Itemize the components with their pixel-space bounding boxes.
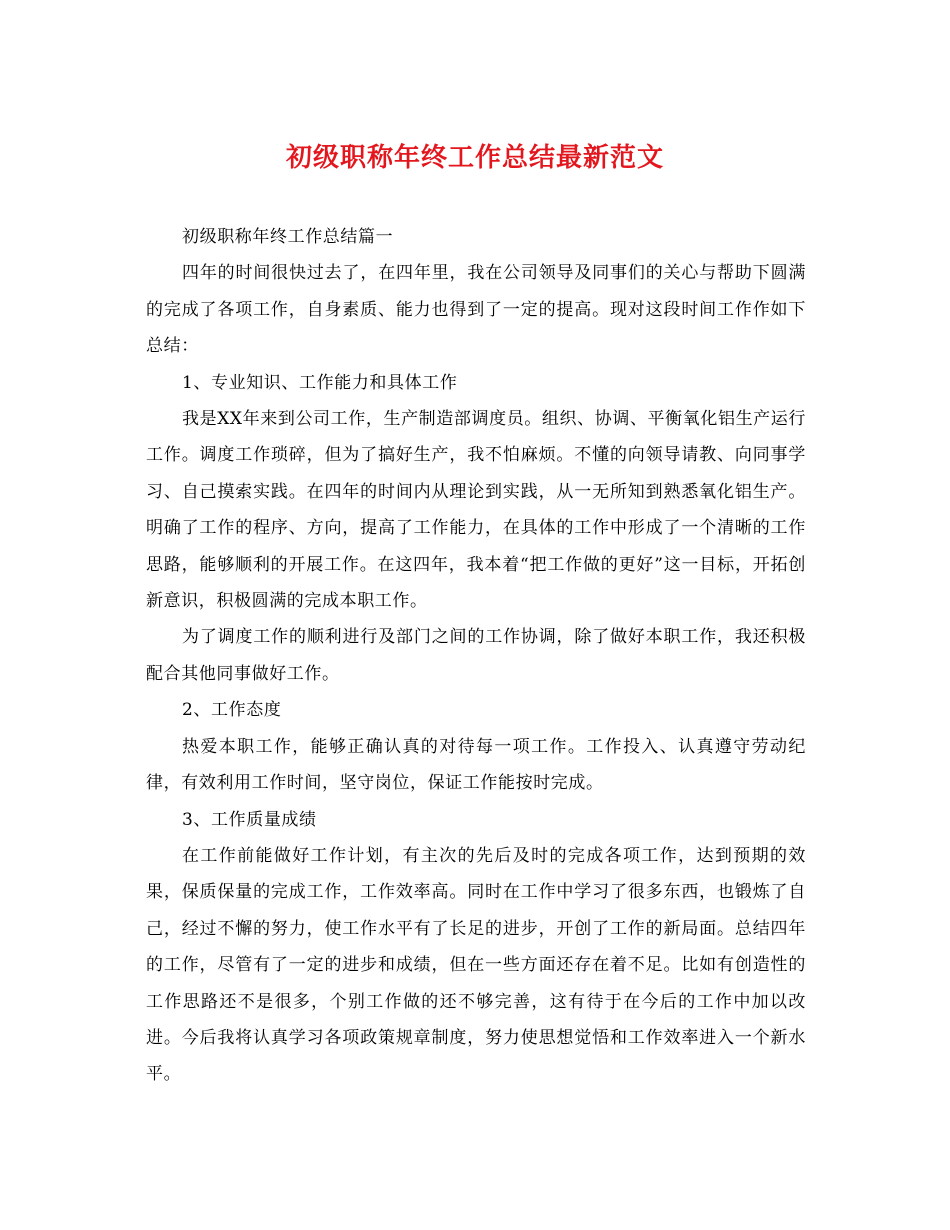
paragraph: 为了调度工作的顺利进行及部门之间的工作协调，除了做好本职工作，我还积极配合其他同事做好工作。 [146,627,806,684]
section-heading: 初级职称年终工作总结篇一 [182,227,394,247]
subsection-heading: 3、工作质量成绩 [182,809,317,830]
subsection-heading: 2、工作态度 [182,700,282,721]
document-body [146,219,806,1093]
paragraph: 热爱本职工作，能够正确认真的对待每一项工作。工作投入、认真遵守劳动纪律，有效利用工作时间，坚守岗位，保证工作能按时完成。 [146,736,806,794]
paragraph: 四年的时间很快过去了，在四年里，我在公司领导及同事们的关心与帮助下圆满的完成了各项工作，自身素质、能力也得到了一定的提高。现对这段时间工作作如下总结： [146,263,806,357]
subsection-heading: 1、专业知识、工作能力和具体工作 [182,372,458,393]
paragraph: 我是XX年来到公司工作，生产制造部调度员。组织、协调、平衡氧化铝生产运行工作。调度工作琐碎，但为了搞好生产，我不怕麻烦。不懂的向领导请教、向同事学习、自己摸索实践。在四年的时间内从理论到实践，从一无所知到熟悉氧化铝生产。明确了工作的程序、方向，提高了工作能力，在具体的工作中形成了一个清晰的工作思路，能够顺利的开展工作。在这四年，我本着“把工作做的更好”这一目标，开拓创新意识，积极圆满的完成本职工作。 [146,409,806,612]
document-title: 初级职称年终工作总结最新范文 [285,143,664,173]
paragraph: 在工作前能做好工作计划，有主次的先后及时的完成各项工作，达到预期的效果，保质保量的完成工作，工作效率高。同时在工作中学习了很多东西，也锻炼了自己，经过不懈的努力，使工作水平有了长足的进步，开创了工作的新局面。总结四年的工作，尽管有了一定的进步和成绩，但在一些方面还存在着不足。比如有创造性的工作思路还不是很多，个别工作做的还不够完善，这有待于在今后的工作中加以改进。今后我将认真学习各项政策规章制度，努力使思想觉悟和工作效率进入一个新水平。 [146,845,806,1085]
